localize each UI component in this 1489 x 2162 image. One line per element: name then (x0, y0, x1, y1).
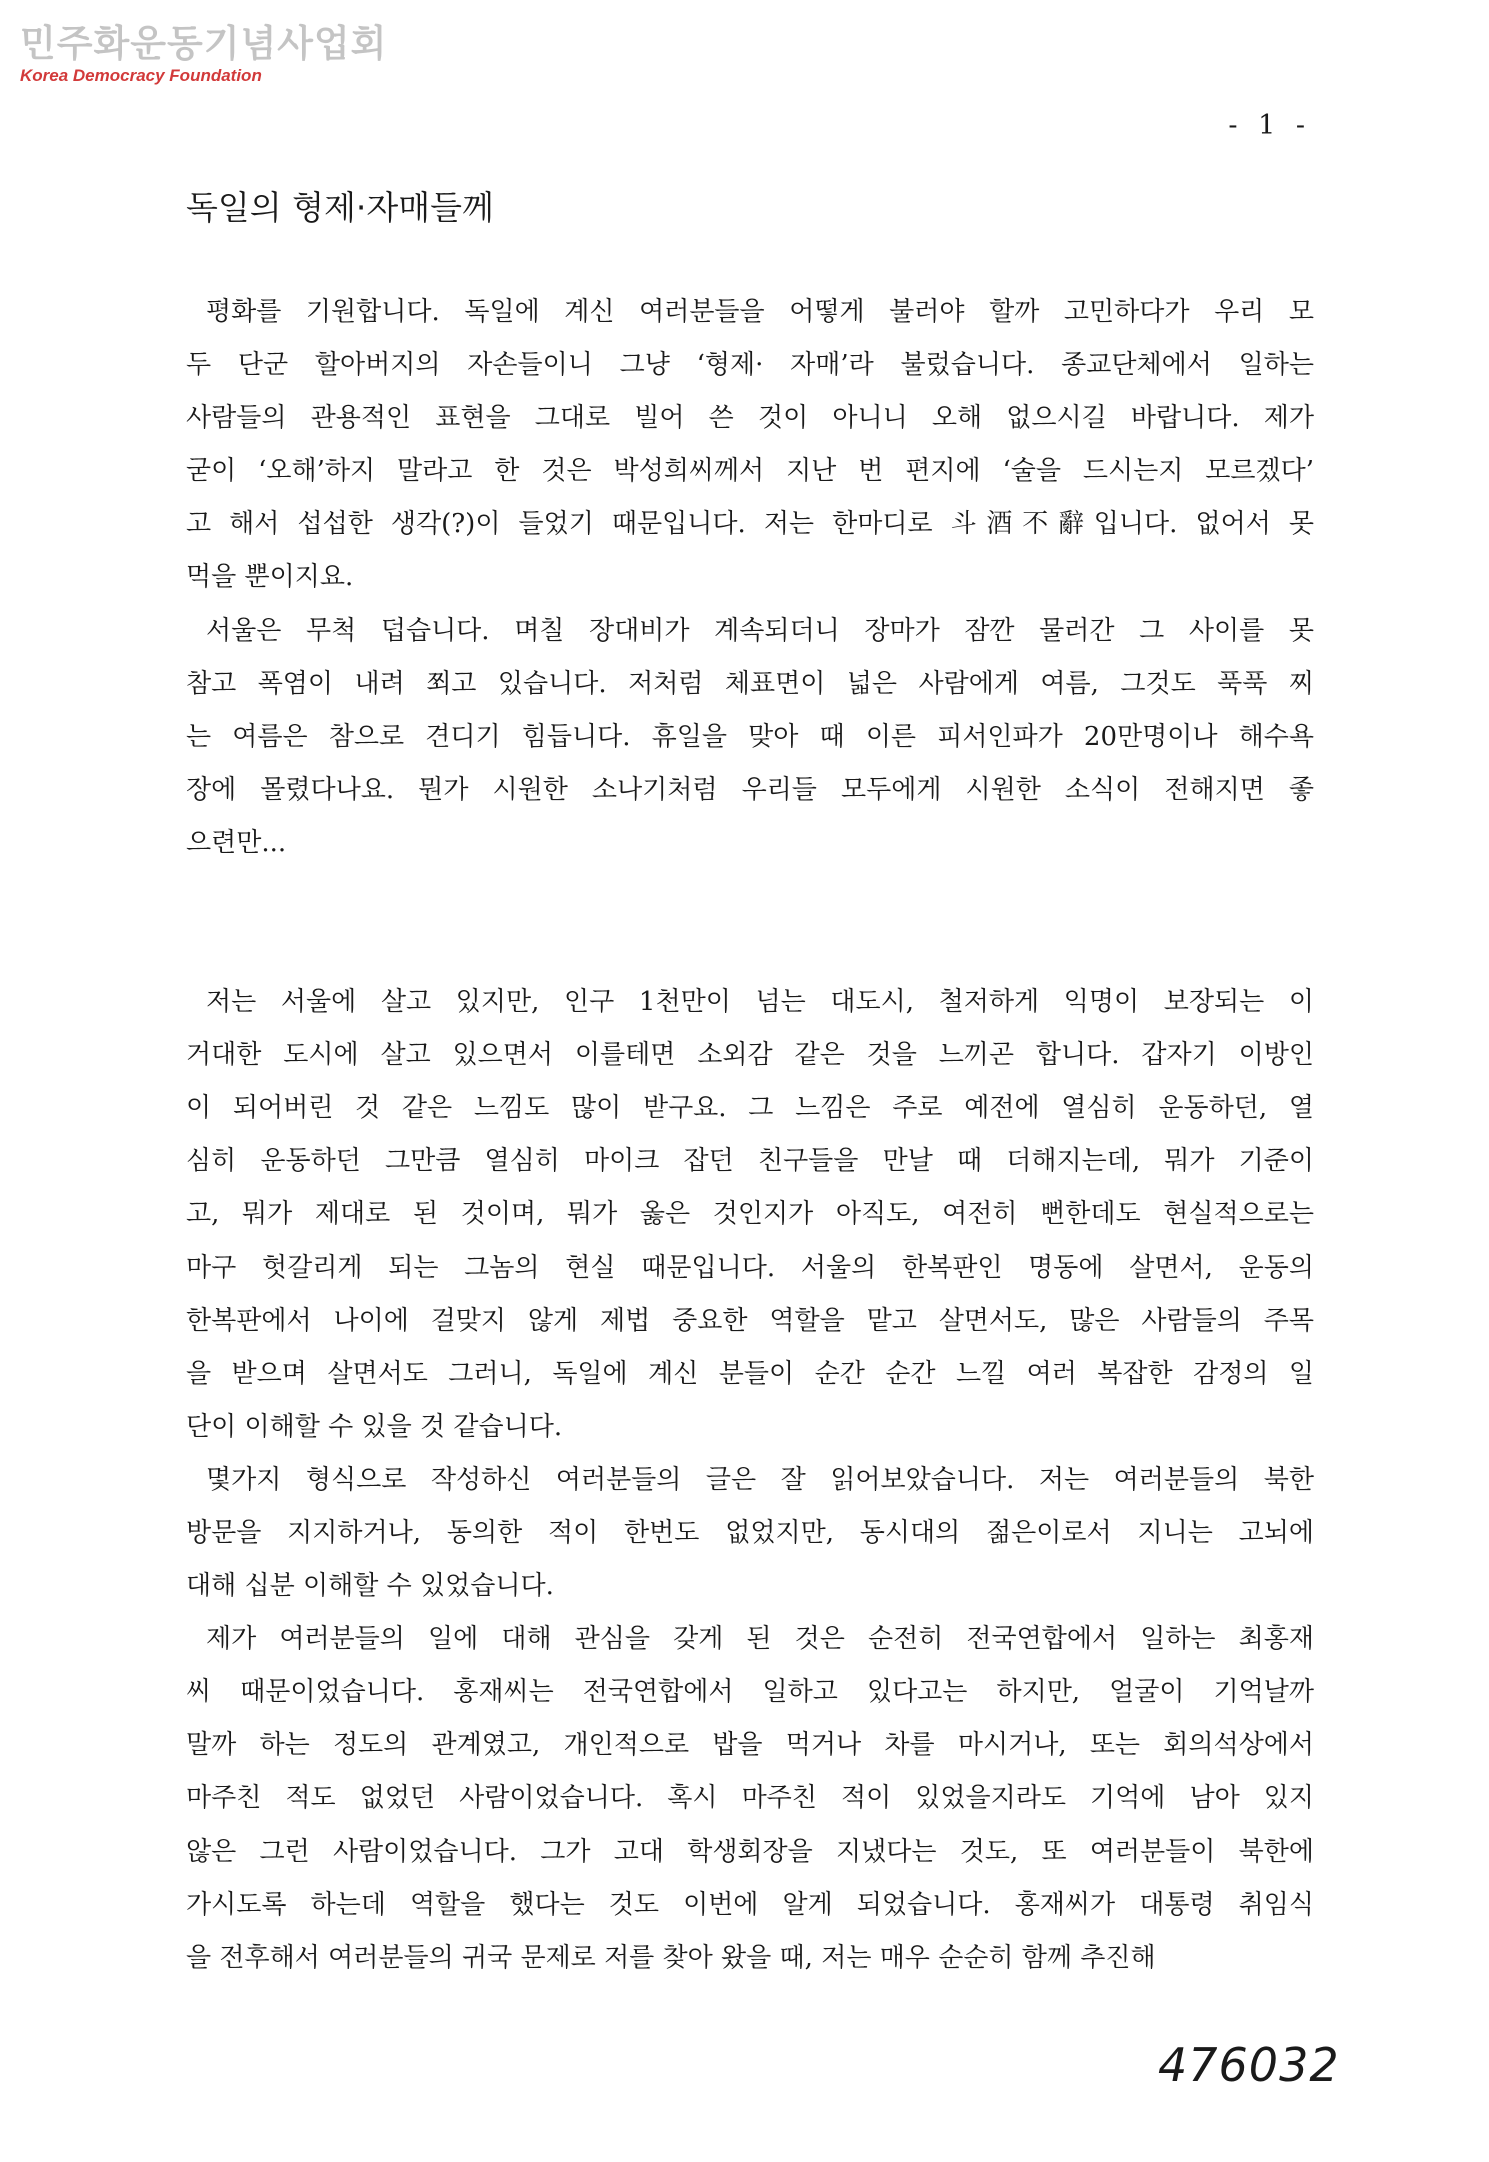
text-line: 씨 때문이었습니다. 홍재씨는 전국연합에서 일하고 있다고는 하지만, 얼굴이 기억날까 (186, 1677, 1314, 1708)
text-line: 마주친 적도 없었던 사람이었습니다. 혹시 마주친 적이 있었을지라도 기억에 남아 있지 (186, 1783, 1314, 1814)
paragraph (186, 286, 1314, 605)
text-line: 는 여름은 참으로 견디기 힘듭니다. 휴일을 맞아 때 이른 피서인파가 20만명이나 해수욕 (186, 721, 1314, 752)
text-line: 방문을 지지하거나, 동의한 적이 한번도 없었지만, 동시대의 젊은이로서 지니는 고뇌에 (186, 1517, 1314, 1548)
text-line: 심히 운동하던 그만큼 열심히 마이크 잡던 친구들을 만날 때 더해지는데, 뭐가 기준이 (186, 1146, 1314, 1177)
paragraph (186, 1613, 1314, 1985)
text-line: 서울은 무척 덥습니다. 며칠 장대비가 계속되더니 장마가 잠깐 물러간 그 사이를 못 (206, 615, 1314, 646)
letter-section-1 (186, 286, 1314, 870)
text-line: 두 단군 할아버지의 자손들이니 그냥 ‘형제· 자매’라 불렀습니다. 종교단체에서 일하는 (186, 350, 1314, 381)
text-line: 가시도록 하는데 역할을 했다는 것도 이번에 알게 되었습니다. 홍재씨가 대통령 취임식 (186, 1889, 1314, 1920)
text-line: 대해 십분 이해할 수 있었습니다. (186, 1571, 554, 1602)
page-number: - 1 - (1228, 110, 1311, 141)
text-line: 을 받으며 살면서도 그러니, 독일에 계신 분들이 순간 순간 느낄 여러 복잡한 감정의 일 (186, 1358, 1314, 1389)
foundation-logo (20, 22, 387, 86)
letter-section-2 (186, 976, 1314, 1985)
text-line: 먹을 뿐이지요. (186, 562, 354, 593)
logo-english-text: Korea Democracy Foundation (20, 66, 262, 85)
text-line: 을 전후해서 여러분들의 귀국 문제로 저를 찾아 왔을 때, 저는 매우 순순히 함께 추진해 (186, 1942, 1156, 1973)
text-line: 고, 뭐가 제대로 된 것이며, 뭐가 옳은 것인지가 아직도, 여전히 뻔한데도 현실적으로는 (186, 1199, 1314, 1230)
text-line: 마구 헛갈리게 되는 그놈의 현실 때문입니다. 서울의 한복판인 명동에 살면서, 운동의 (186, 1252, 1314, 1283)
handwritten-document-number: 476032 (1158, 2038, 1340, 2092)
paragraph (186, 605, 1314, 870)
text-line: 사람들의 관용적인 표현을 그대로 빌어 쓴 것이 아니니 오해 없으시길 바랍니다. 제가 (186, 403, 1314, 434)
text-line: 몇가지 형식으로 작성하신 여러분들의 글은 잘 읽어보았습니다. 저는 여러분들의 북한 (206, 1464, 1314, 1495)
text-line: 거대한 도시에 살고 있으면서 이를테면 소외감 같은 것을 느끼곤 합니다. 갑자기 이방인 (186, 1040, 1314, 1071)
text-line: 단이 이해할 수 있을 것 같습니다. (186, 1411, 563, 1442)
text-line: 한복판에서 나이에 걸맞지 않게 제법 중요한 역할을 맡고 살면서도, 많은 사람들의 주목 (186, 1305, 1314, 1336)
text-line: 평화를 기원합니다. 독일에 계신 여러분들을 어떻게 불러야 할까 고민하다가 우리 모 (206, 297, 1314, 327)
section-gap (186, 870, 1314, 976)
text-line: 으련만... (186, 827, 287, 858)
paragraph (186, 976, 1314, 1454)
text-line: 굳이 ‘오해’하지 말라고 한 것은 박성희씨께서 지난 번 편지에 ‘술을 드시는지 모르겠다’ (186, 456, 1314, 487)
letter-title: 독일의 형제·자매들께 (186, 188, 494, 227)
text-line: 고 해서 섭섭한 생각(?)이 들었기 때문입니다. 저는 한마디로 斗酒不辭입니다. 없어서 못 (186, 509, 1314, 540)
text-line: 장에 몰렸다나요. 뭔가 시원한 소나기처럼 우리들 모두에게 시원한 소식이 전해지면 좋 (186, 774, 1314, 805)
letter-body (186, 286, 1314, 1985)
text-line: 저는 서울에 살고 있지만, 인구 1천만이 넘는 대도시, 철저하게 익명이 보장되는 이 (206, 987, 1314, 1018)
text-line: 제가 여러분들의 일에 대해 관심을 갖게 된 것은 순전히 전국연합에서 일하는 최홍재 (206, 1624, 1314, 1655)
text-line: 이 되어버린 것 같은 느낌도 많이 받구요. 그 느낌은 주로 예전에 열심히 운동하던, 열 (186, 1093, 1314, 1124)
paragraph (186, 1454, 1314, 1613)
logo-korean-text: 민주화운동기념사업회 (20, 22, 388, 65)
text-line: 참고 폭염이 내려 쬐고 있습니다. 저처럼 체표면이 넓은 사람에게 여름, 그것도 푹푹 찌 (186, 668, 1314, 699)
text-line: 말까 하는 정도의 관계였고, 개인적으로 밥을 먹거나 차를 마시거나, 또는 회의석상에서 (186, 1730, 1314, 1761)
text-line: 않은 그런 사람이었습니다. 그가 고대 학생회장을 지냈다는 것도, 또 여러분들이 북한에 (186, 1836, 1314, 1867)
